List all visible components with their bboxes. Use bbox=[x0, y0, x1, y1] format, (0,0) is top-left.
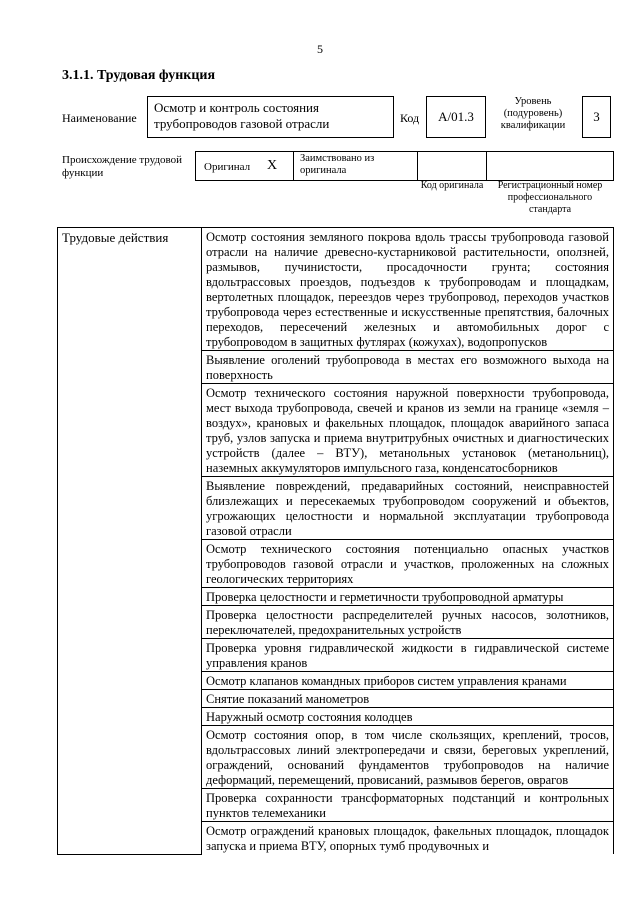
duty-item: Осмотр клапанов командных приборов систем управления кранами bbox=[202, 672, 614, 690]
borrowed-cell bbox=[293, 151, 418, 181]
duty-item: Проверка целостности и герметичности трубопроводной арматуры bbox=[202, 588, 614, 606]
duties-table bbox=[57, 227, 614, 855]
reg-caption: Регистрационный номер профессионального стандарта bbox=[497, 180, 603, 215]
duty-item: Осмотр технического состояния потенциально опасных участков трубопроводов газовой отрасли и участков, проложенных на сложных геологических территориях bbox=[202, 540, 614, 588]
duty-item: Проверка уровня гидравлической жидкости в гидравлической системе управления кранов bbox=[202, 639, 614, 672]
duty-item: Осмотр технического состояния наружной поверхности трубопровода, мест выхода трубопровода, свечей и кранов из земли на границе «земля – воздух», крановых и факельных площадок, площадок аварийного запаса труб, узлов запуска и приема внутритрубных очистных и диагностических устройств (далее – ВТУ), метанольных установок (метанольниц), наземных аккумуляторов импульсного газа, конденсатосборников bbox=[202, 384, 614, 477]
duty-item: Выявление повреждений, предаварийных состояний, неисправностей близлежащих и пересекаемых трубопроводом сооружений и объектов, угрожающих целостности и нормальной эксплуатации трубопровода газовой отрасли bbox=[202, 477, 614, 540]
duty-item: Осмотр ограждений крановых площадок, факельных площадок, площадок запуска и приема ВТУ, опорных тумб продувочных и bbox=[202, 822, 614, 855]
code-caption: Код оригинала bbox=[420, 180, 484, 191]
duty-item: Осмотр состояния опор, в том числе скользящих, креплений, тросов, вдольтрассовых линий электропередачи и связи, береговых укреплений, ограждений, оснований фундаментов трубопроводов на наличие деформаций, перемещений, провисаний, размывов берегов, оврагов bbox=[202, 726, 614, 789]
duty-item: Наружный осмотр состояния колодцев bbox=[202, 708, 614, 726]
duty-item: Выявление оголений трубопровода в местах его возможного выхода на поверхность bbox=[202, 351, 614, 384]
code-label: Код bbox=[400, 111, 420, 125]
duty-item: Проверка сохранности трансформаторных подстанций и контрольных пунктов телемеханики bbox=[202, 789, 614, 822]
name-value: Осмотр и контроль состояния трубопроводов газовой отрасли bbox=[147, 96, 394, 138]
level-value: 3 bbox=[582, 96, 611, 138]
original-mark: X bbox=[267, 158, 278, 173]
origin-code-cell bbox=[417, 151, 487, 181]
name-label: Наименование bbox=[62, 111, 137, 125]
duty-item: Осмотр состояния земляного покрова вдоль трассы трубопровода газовой отрасли на наличие древесно-кустарниковой растительности, оползней, размывов, пучинистости, просадочности грунта; состояния вдольтрассовых проездов, подъездов к трубопроводам и площадкам, вертолетных площадок, переездов через трубопровод, переходов участков трубопровода через естественные и искусственные препятствия, балочных переходов, пересечений железных и автомобильных дорог с трубопроводом в защитных футлярах (кожухах), водопропусков bbox=[202, 228, 614, 351]
duties-label: Трудовые действия bbox=[58, 228, 202, 855]
level-label: Уровень (подуровень) квалификации bbox=[500, 96, 566, 131]
table-row bbox=[58, 228, 614, 351]
code-value: A/01.3 bbox=[426, 96, 486, 138]
origin-reg-cell bbox=[486, 151, 614, 181]
original-cell bbox=[195, 151, 294, 181]
borrowed-label: Заимствовано из оригинала bbox=[300, 153, 375, 176]
section-title: 3.1.1. Трудовая функция bbox=[62, 68, 216, 83]
original-label: Оригинал bbox=[204, 161, 251, 173]
page-number: 5 bbox=[317, 42, 323, 56]
origin-label: Происхождение трудовой функции bbox=[62, 154, 183, 179]
duty-item: Снятие показаний манометров bbox=[202, 690, 614, 708]
duty-item: Проверка целостности распределителей ручных насосов, золотников, переключателей, предохранительных устройств bbox=[202, 606, 614, 639]
